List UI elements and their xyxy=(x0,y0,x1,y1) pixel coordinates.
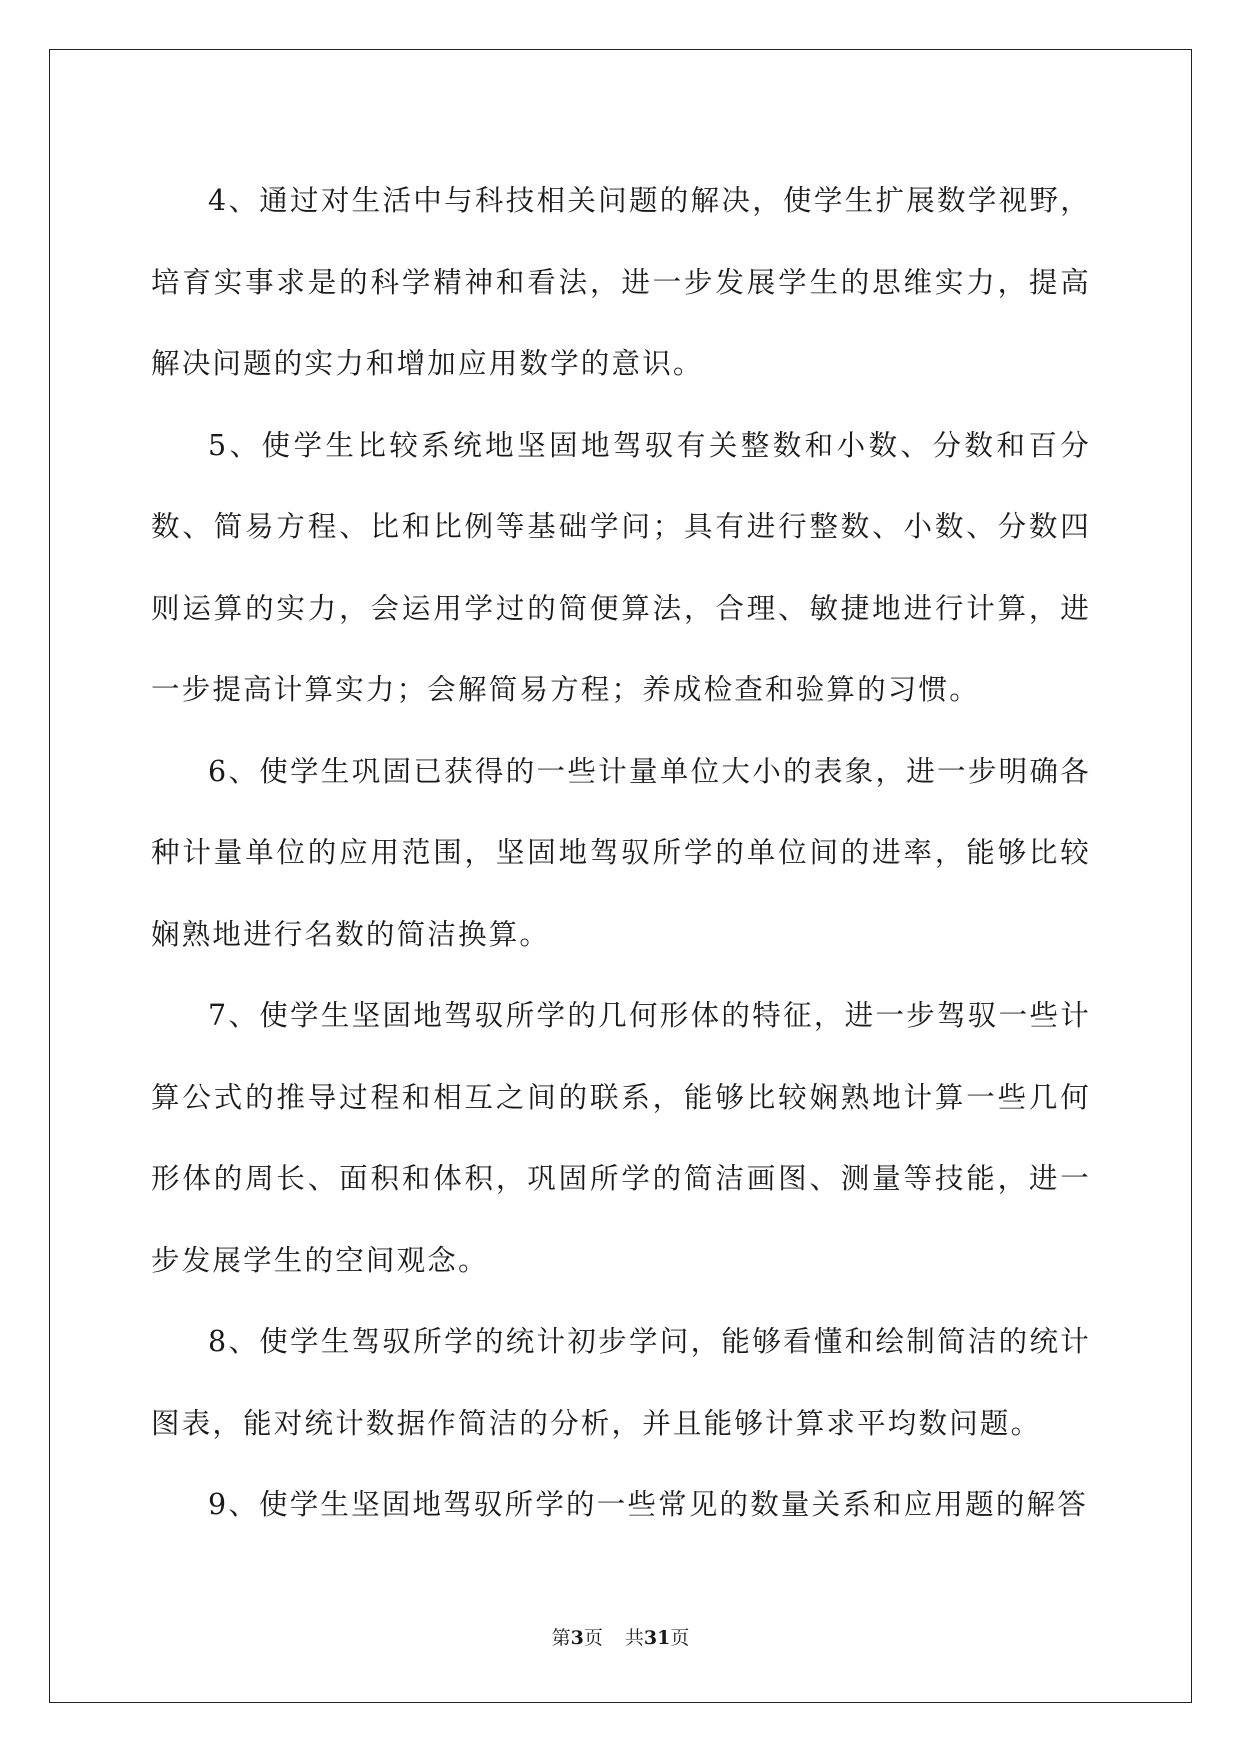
paragraph-6: 6、使学生巩固已获得的一些计量单位大小的表象，进一步明确各种计量单位的应用范围，坚固地驾驭所学的单位间的进率，能够比较娴熟地进行名数的简洁换算。 xyxy=(151,754,1091,951)
total-suffix: 页 xyxy=(670,1627,690,1649)
paragraph-9: 9、使学生坚固地驾驭所学的一些常见的数量关系和应用题的解答 xyxy=(208,1488,1088,1521)
paragraph-7: 7、使学生坚固地驾驭所学的几何形体的特征，进一步驾驭一些计算公式的推导过程和相互之间的联系，能够比较娴熟地计算一些几何形体的周长、面积和体积，巩固所学的简洁画图、测量等技能，进一步发展学生的空间观念。 xyxy=(151,999,1091,1277)
page-number: 3 xyxy=(570,1627,584,1649)
total-prefix: 共 xyxy=(624,1627,644,1649)
page-suffix: 页 xyxy=(583,1627,603,1649)
page-footer xyxy=(0,1623,1241,1650)
paragraph-8: 8、使学生驾驭所学的统计初步学问，能够看懂和绘制简洁的统计图表，能对统计数据作简洁的分析，并且能够计算求平均数问题。 xyxy=(151,1325,1091,1440)
document-body xyxy=(151,160,1091,1546)
paragraph-4: 4、通过对生活中与科技相关问题的解决，使学生扩展数学视野，培育实事求是的科学精神和看法，进一步发展学生的思维实力，提高解决问题的实力和增加应用数学的意识。 xyxy=(151,184,1091,380)
total-pages: 31 xyxy=(643,1627,671,1649)
page-prefix: 第 xyxy=(551,1627,571,1649)
paragraph-5: 5、使学生比较系统地坚固地驾驭有关整数和小数、分数和百分数、简易方程、比和比例等基础学问；具有进行整数、小数、分数四则运算的实力，会运用学过的简便算法，合理、敏捷地进行计算，进一步提高计算实力；会解简易方程；养成检查和验算的习惯。 xyxy=(151,428,1091,706)
